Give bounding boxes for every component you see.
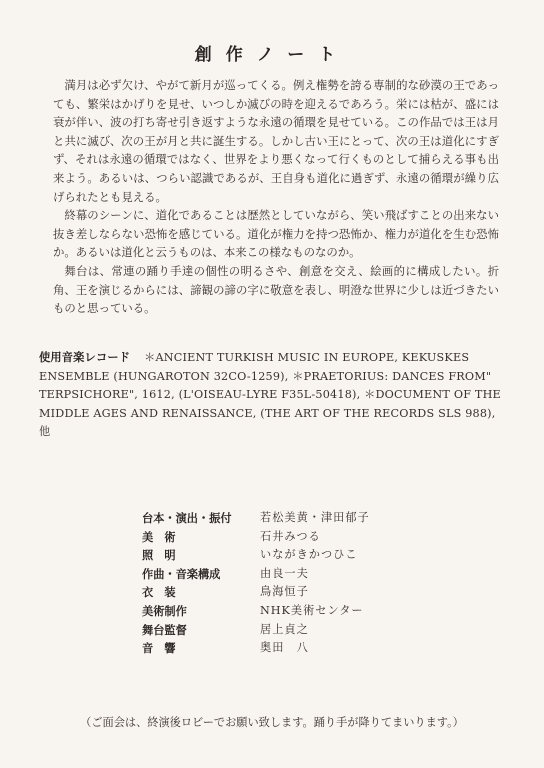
credit-name: 若松美黄・津田郁子 [260,511,370,524]
credit-name: 奥田 八 [260,641,309,655]
essay-paragraph: 終幕のシーンに、道化であることは歴然としていながら、笑い飛ばすことの出来ない抜き差しならない恐怖を感じている。道化が権力を持つ恐怖か、権力が道化を生む恐怖か。あるいは道化と云うものは、本来この様なものなのか。 [53,208,499,260]
credits-list [142,509,370,658]
credit-name: NHK美術センター [260,603,364,617]
credit-row [142,639,370,658]
essay-body [53,76,499,318]
credit-role: 作曲・音楽構成 [142,566,221,581]
essay-paragraph: 満月は必ず欠け、やがて新月が巡ってくる。例え権勢を誇る専制的な砂漠の王であっても、繁栄はかげりを見せ、いつしか滅びの時を迎えるであろう。栄には枯が、盛には衰が伴い、波の打ち寄せ引き返すような永遠の循環を見せている。この作品では王は月と共に滅び、次の王が月と共に誕生する。しかし古い王にとって、次の王は道化にすぎず、それは永遠の循環ではなく、世界をより悪くなって行くものとして捕らえる事も出来よう。あるいは、つらい認識であるが、王自身も道化に過ぎず、永遠の循環が繰り広げられたとも見える。 [53,78,499,204]
credit-row [142,621,370,640]
credit-name: 居上貞之 [260,622,309,636]
credit-row [142,509,370,528]
credit-row [142,602,370,621]
credit-row [142,546,370,565]
credit-role: 美 術 [142,529,176,544]
credit-role: 舞台監督 [142,622,187,637]
credit-name: いながきかつひこ [260,548,358,562]
credit-role: 照 明 [142,548,176,563]
credit-role: 音 響 [142,641,176,656]
credit-name: 由良一夫 [260,566,309,580]
music-records-label: 使用音楽レコード [39,350,131,364]
page-title: 創作ノート [194,45,350,65]
credit-name: 鳥海恒子 [260,585,309,599]
music-records [39,348,501,442]
credit-name: 石井みつる [260,529,321,543]
credit-role: 衣 装 [142,585,176,600]
essay-paragraph: 舞台は、常連の踊り手達の個性の明るさや、創意を交え、絵画的に構成したい。折角、王を演じるからには、諦観の諦の字に敬意を表し、明澄な世界に少しは近づきたいものと思っている。 [53,263,499,316]
music-records-text: ＊ANCIENT TURKISH MUSIC IN EUROPE, KEKUSKES ENSEMBLE (HUNGAROTON 32CO-1259), ＊PRAETORIUS: DANCES FROM" TERPSICHORE", 1612, (L'OISEAU-LYRE F35L-50418), ＊DOCUMENT OF THE MIDDLE AGES AND RENAISSANCE, (THE ART OF THE RECORDS SLS 988), 他 [39,351,501,439]
credit-row [142,528,370,547]
footer-note: （ご面会は、終演後ロビーでお願い致します。踊り手が降りてまいります。） [80,716,464,729]
credit-row [142,583,370,602]
credit-role: 台本・演出・振付 [142,511,232,525]
credit-row [142,565,370,584]
credit-role: 美術制作 [142,603,187,618]
